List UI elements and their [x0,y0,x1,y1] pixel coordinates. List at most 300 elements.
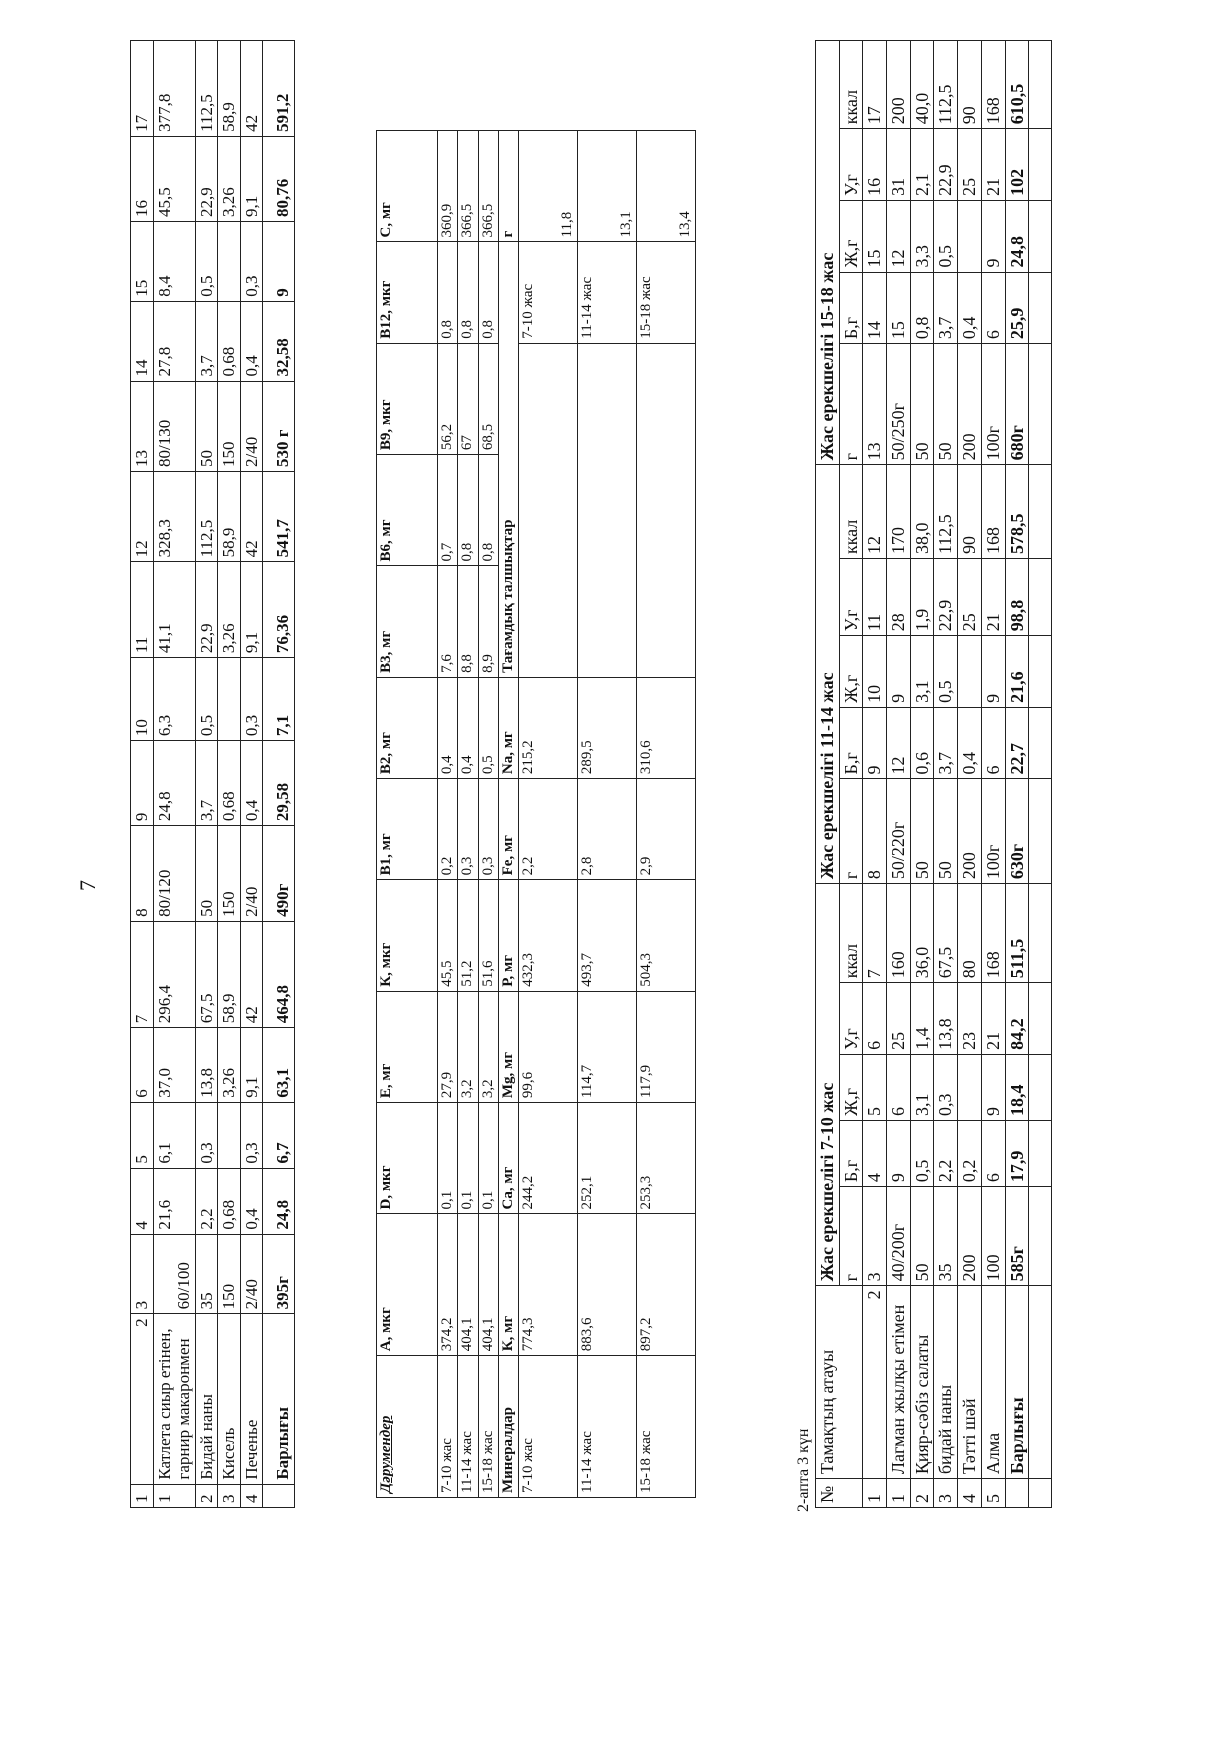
vitamin-column-header: С, мг [377,131,438,243]
table-row [195,41,218,1508]
dish-name: бидай наны [934,1286,958,1479]
table-cell: 0,2 [958,1121,982,1187]
table-cell: 0,5 [195,221,218,301]
unit-header: У,г [839,559,863,636]
table-cell: 60/100 [153,1234,195,1314]
table-cell: 12 [887,707,911,779]
table-cell: 21 [981,129,1005,201]
unit-header: ккал [839,465,863,559]
table-cell: 6 [887,1054,911,1120]
table-cell: 7-10 жас [438,1356,458,1498]
table-cell: 112,5 [934,41,958,129]
table-cell: 0,4 [240,741,263,826]
table-cell: 0,8 [458,455,478,566]
table-cell: 80/130 [153,381,195,471]
dish-name: Қияр-сәбіз салаты [910,1286,934,1479]
table-row [910,41,934,1508]
table-cell: 90 [958,41,982,129]
table-cell: 0,5 [195,658,218,741]
fiber-age: 7-10 жас [519,242,578,343]
table3-caption: 2-апта 3 күн [795,1428,812,1512]
total-cell: Барлығы [263,1314,295,1484]
table-cell: 0,1 [458,1103,478,1214]
table-cell: 35 [195,1234,218,1314]
total-cell: 541,7 [263,471,295,561]
table-header-row [131,41,154,1508]
mineral-column-header: Р, мг [498,880,518,991]
table-cell [218,658,241,741]
total-cell: 21,6 [1005,636,1029,708]
table-cell: 2,2 [519,779,578,880]
total-cell: 6,7 [263,1102,295,1168]
age-label: 7-10 жас [519,1356,578,1498]
age-group-header: Жас ерекшелігі 7-10 жас [816,884,840,1286]
table-cell: 42 [240,41,263,137]
table-cell: 3,26 [218,136,241,221]
header-cell: 10 [131,658,154,741]
table-cell: 244,2 [519,1103,578,1214]
blank-cell [1029,559,1052,636]
table-cell: 2,8 [578,779,637,880]
table-cell: 2/40 [240,826,263,922]
table-row [981,41,1005,1508]
blank-cell [519,343,578,677]
blank-cell [1029,636,1052,708]
vitamin-column-header: D, мкг [377,1103,438,1214]
table-cell: 100 [981,1187,1005,1286]
header-cell: 15 [131,221,154,301]
table-cell: 4 [240,1484,263,1507]
table-cell: 50 [195,826,218,922]
table-cell: 67,5 [195,921,218,1027]
unit-header: Б,г [839,272,863,344]
total-cell: 530 г [263,381,295,471]
mineral-row [519,131,578,1498]
vitamins-header-row [377,131,438,1498]
table-cell: 0,7 [438,455,458,566]
total-cell: 98,8 [1005,559,1029,636]
total-cell: 9 [263,221,295,301]
table-cell: 22,9 [934,129,958,201]
dish-name: Катлета сиыр етінен, гарнир макаронмен [153,1314,195,1484]
table-cell: 9,1 [240,1028,263,1102]
table-cell: 9,1 [240,562,263,658]
mineral-column-header: Mg, мг [498,991,518,1102]
table-cell: 112,5 [195,471,218,561]
table-cell: 1,9 [910,559,934,636]
table-cell: 50/250г [887,344,911,465]
total-cell: 578,5 [1005,465,1029,559]
table-cell: 374,2 [438,1214,458,1356]
table-cell: 3,2 [458,991,478,1102]
blank-cell [1029,1286,1052,1479]
table-cell: 2 [910,1479,934,1508]
blank-cell [1029,1187,1052,1286]
table-cell: 0,6 [910,707,934,779]
table-cell: 6,1 [153,1102,195,1168]
vitamin-column-header: В2, мг [377,677,438,778]
table-cell: 21 [981,559,1005,636]
group-header-row [816,41,840,1508]
column-number: 12 [863,465,887,559]
total-row [1005,41,1029,1508]
total-cell: 76,36 [263,562,295,658]
blank-cell [1029,884,1052,983]
table-cell: 6 [981,1121,1005,1187]
total-row [263,41,295,1508]
unit-header: Ж,г [839,1054,863,1120]
table-cell: 2,2 [934,1121,958,1187]
table-cell: 404,1 [478,1214,498,1356]
table-cell: 3 [218,1484,241,1507]
table-cell: 36,0 [910,884,934,983]
table-cell: 2 [195,1484,218,1507]
table-cell: 4 [958,1479,982,1508]
table-cell: 41,1 [153,562,195,658]
dish-name: Алма [981,1286,1005,1479]
table-cell: 0,8 [458,242,478,343]
unit-header: У,г [839,983,863,1055]
table-cell: 112,5 [934,465,958,559]
total-cell: 29,58 [263,741,295,826]
total-cell: Барлығы [1005,1286,1029,1479]
unit-header: Ж,г [839,200,863,272]
total-cell: 84,2 [1005,983,1029,1055]
table-cell: 24,8 [153,741,195,826]
vitamins-heading: Дәрумендер [377,1356,438,1498]
table-cell: 377,8 [153,41,195,137]
table-cell: 35 [934,1187,958,1286]
fiber-value: 11,8 [519,131,578,243]
dish-name: Тәтті шәй [958,1286,982,1479]
column-number: 10 [863,636,887,708]
table-cell: 13,8 [195,1028,218,1102]
table-cell: 13,8 [934,983,958,1055]
mineral-column-header: Минералдар [498,1356,518,1498]
table-cell: 42 [240,471,263,561]
table-row [934,41,958,1508]
dish-name: Лагман жылқы етімен [887,1286,911,1479]
table-cell: 22,9 [195,562,218,658]
mineral-row [637,131,696,1498]
table-cell: 0,3 [240,221,263,301]
total-cell: 511,5 [1005,884,1029,983]
column-number: 8 [863,779,887,884]
age-label: 15-18 жас [637,1356,696,1498]
blank-cell [1029,200,1052,272]
column-number: 16 [863,129,887,201]
table-cell: 21 [981,983,1005,1055]
column-number: 1 [863,1479,887,1508]
header-cell: 6 [131,1028,154,1102]
column-number: 2 [863,1286,887,1479]
table-cell: 22,9 [934,559,958,636]
table-cell: 25 [887,983,911,1055]
total-cell: 610,5 [1005,41,1029,129]
menu-table-1 [130,40,295,1508]
menu-table-2 [815,40,1052,1508]
table-row [240,41,263,1508]
table-cell: 168 [981,884,1005,983]
unit-header: Ж,г [839,636,863,708]
table-cell: 0,3 [458,779,478,880]
table-cell: 9 [887,636,911,708]
column-number: 3 [863,1187,887,1286]
table-cell: 80 [958,884,982,983]
blank-cell [578,343,637,677]
age-group-header: Жас ерекшелігі 11-14 жас [816,465,840,884]
table-row [887,41,911,1508]
table-cell: 0,5 [478,677,498,778]
total-cell [263,1484,295,1507]
header-cell: 2 [131,1314,154,1484]
page-number: 7 [75,880,100,891]
header-cell: 5 [131,1102,154,1168]
fiber-age: 11-14 жас [578,242,637,343]
table-cell: 50/220г [887,779,911,884]
table-cell: 112,5 [195,41,218,137]
table-cell: 100г [981,344,1005,465]
table-cell: 150 [218,381,241,471]
total-cell: 591,2 [263,41,295,137]
column-number: 9 [863,707,887,779]
table-cell: 50 [934,344,958,465]
table-cell: 9 [981,1054,1005,1120]
table-cell: 25 [958,559,982,636]
table-cell: 432,3 [519,880,578,991]
total-cell: 630г [1005,779,1029,884]
fiber-heading: Тағамдық талшықтар [498,242,518,677]
table-cell: 31 [887,129,911,201]
table-row [153,41,195,1508]
fiber-age: 15-18 жас [637,242,696,343]
vitamin-column-header: В6, мг [377,455,438,566]
table-cell: 0,5 [910,1121,934,1187]
column-number: 13 [863,344,887,465]
mineral-column-header: Са, мг [498,1103,518,1214]
header-cell: 17 [131,41,154,137]
table-cell: 12 [887,200,911,272]
blank-cell [1029,779,1052,884]
total-cell: 80,76 [263,136,295,221]
total-cell: 32,58 [263,301,295,381]
table-cell: 1,4 [910,983,934,1055]
table-cell: 6,3 [153,658,195,741]
table-cell: 0,1 [478,1103,498,1214]
table-cell: 360,9 [438,131,458,243]
table-cell: 22,9 [195,136,218,221]
number-row [863,41,887,1508]
table-cell: 45,5 [153,136,195,221]
mineral-column-header: Na, мг [498,677,518,778]
blank-cell [637,343,696,677]
age-label: 11-14 жас [578,1356,637,1498]
table-cell [958,1054,982,1120]
table-cell: 8,4 [153,221,195,301]
table-cell: 3,7 [195,301,218,381]
table-cell: 0,1 [438,1103,458,1214]
table-cell: 366,5 [478,131,498,243]
table-cell: 6 [981,272,1005,344]
header-cell: 13 [131,381,154,471]
dish-header: Тамақтың атауы [816,1286,863,1479]
table-row [218,41,241,1508]
table-cell: 2/40 [240,1234,263,1314]
table-cell: 0,3 [240,1102,263,1168]
vitamin-column-header: В9, мкг [377,343,438,454]
table-cell: 897,2 [637,1214,696,1356]
column-number: 14 [863,272,887,344]
blank-cell [1029,983,1052,1055]
fiber-value: 13,4 [637,131,696,243]
table-cell: 100г [981,779,1005,884]
table-cell: 15-18 жас [478,1356,498,1498]
vitamin-column-header: В3, мг [377,566,438,677]
table-cell [958,200,982,272]
fiber-value: 13,1 [578,131,637,243]
table-cell: 56,2 [438,343,458,454]
total-cell: 7,1 [263,658,295,741]
table-cell: 50 [910,344,934,465]
table-cell: 3,3 [910,200,934,272]
table-cell: 25 [958,129,982,201]
table-cell: 3,2 [478,991,498,1102]
table-cell: 0,4 [458,677,478,778]
unit-header: г [839,779,863,884]
table-cell: 11-14 жас [458,1356,478,1498]
table-cell: 50 [910,779,934,884]
table-cell: 2,2 [195,1168,218,1234]
table-cell: 0,68 [218,301,241,381]
table-cell: 1 [887,1479,911,1508]
total-cell: 63,1 [263,1028,295,1102]
table-cell: 45,5 [438,880,458,991]
table-cell: 114,7 [578,991,637,1102]
table-cell: 0,3 [934,1054,958,1120]
vitamin-column-header: А, мкг [377,1214,438,1356]
dish-name: Печенье [240,1314,263,1484]
total-cell: 18,4 [1005,1054,1029,1120]
unit-header: г [839,1187,863,1286]
header-cell: 14 [131,301,154,381]
table-cell: 28 [887,559,911,636]
table-cell: 9 [981,636,1005,708]
table-cell: 27,8 [153,301,195,381]
table-cell: 42 [240,921,263,1027]
table-cell: 252,1 [578,1103,637,1214]
table-cell: 0,4 [438,677,458,778]
header-cell: 1 [131,1484,154,1507]
table-cell: 160 [887,884,911,983]
table-cell: 3,26 [218,1028,241,1102]
table-cell: 296,4 [153,921,195,1027]
table-cell: 8,8 [458,566,478,677]
table-cell [218,1102,241,1168]
column-number: 15 [863,200,887,272]
table-cell: 3,26 [218,562,241,658]
total-cell: 395г [263,1234,295,1314]
header-cell: 16 [131,136,154,221]
table-cell: 200 [958,779,982,884]
unit-header: У,г [839,129,863,201]
table-cell: 0,4 [240,1168,263,1234]
table-cell: 67,5 [934,884,958,983]
vitamin-column-header: В12, мкг [377,242,438,343]
vitamin-row [438,131,458,1498]
table-cell: 23 [958,983,982,1055]
header-cell: 3 [131,1234,154,1314]
table-cell: 9 [887,1121,911,1187]
table-cell: 15 [887,272,911,344]
table-cell: 883,6 [578,1214,637,1356]
table-cell: 150 [218,1234,241,1314]
total-cell: 490г [263,826,295,922]
table-cell: 9,1 [240,136,263,221]
total-cell: 102 [1005,129,1029,201]
dish-name: Бидай наны [195,1314,218,1484]
table-cell: 0,3 [478,779,498,880]
blank-cell [1029,344,1052,465]
nutrients-table [376,130,696,1498]
table-cell: 493,7 [578,880,637,991]
table-cell: 200 [958,1187,982,1286]
table-cell: 253,3 [637,1103,696,1214]
table-cell: 3,7 [934,272,958,344]
unit-header: ккал [839,41,863,129]
table-cell: 328,3 [153,471,195,561]
table-cell: 168 [981,41,1005,129]
table-cell: 58,9 [218,921,241,1027]
table-cell: 0,5 [934,200,958,272]
table-cell: 0,4 [958,707,982,779]
table-cell: 58,9 [218,41,241,137]
table-cell: 215,2 [519,677,578,778]
table-cell: 150 [218,826,241,922]
vitamin-column-header: В1, мг [377,779,438,880]
blank-cell [1029,41,1052,129]
table-cell: 2,1 [910,129,934,201]
blank-cell [1029,1479,1052,1508]
unit-header: ккал [839,884,863,983]
table-cell: 2/40 [240,381,263,471]
table-cell: 21,6 [153,1168,195,1234]
table-row [958,41,982,1508]
vitamin-column-header: Е, мг [377,991,438,1102]
table-cell: 504,3 [637,880,696,991]
total-cell: 680г [1005,344,1029,465]
blank-cell [1029,1054,1052,1120]
table-cell: 0,2 [438,779,458,880]
table-cell: 0,8 [478,242,498,343]
table-cell: 3 [934,1479,958,1508]
table-cell: 200 [887,41,911,129]
table-cell: 8,9 [478,566,498,677]
table-cell: 774,3 [519,1214,578,1356]
total-cell: 17,9 [1005,1121,1029,1187]
unit-header: Б,г [839,1121,863,1187]
unit-header: Б,г [839,707,863,779]
column-number: 5 [863,1054,887,1120]
table-cell: 67 [458,343,478,454]
table-cell: 50 [934,779,958,884]
table-cell: 1 [153,1484,195,1507]
table-cell: 168 [981,465,1005,559]
column-number: 7 [863,884,887,983]
table-cell: 0,8 [478,455,498,566]
blank-cell [1029,707,1052,779]
header-cell: 11 [131,562,154,658]
table-cell: 0,3 [240,658,263,741]
